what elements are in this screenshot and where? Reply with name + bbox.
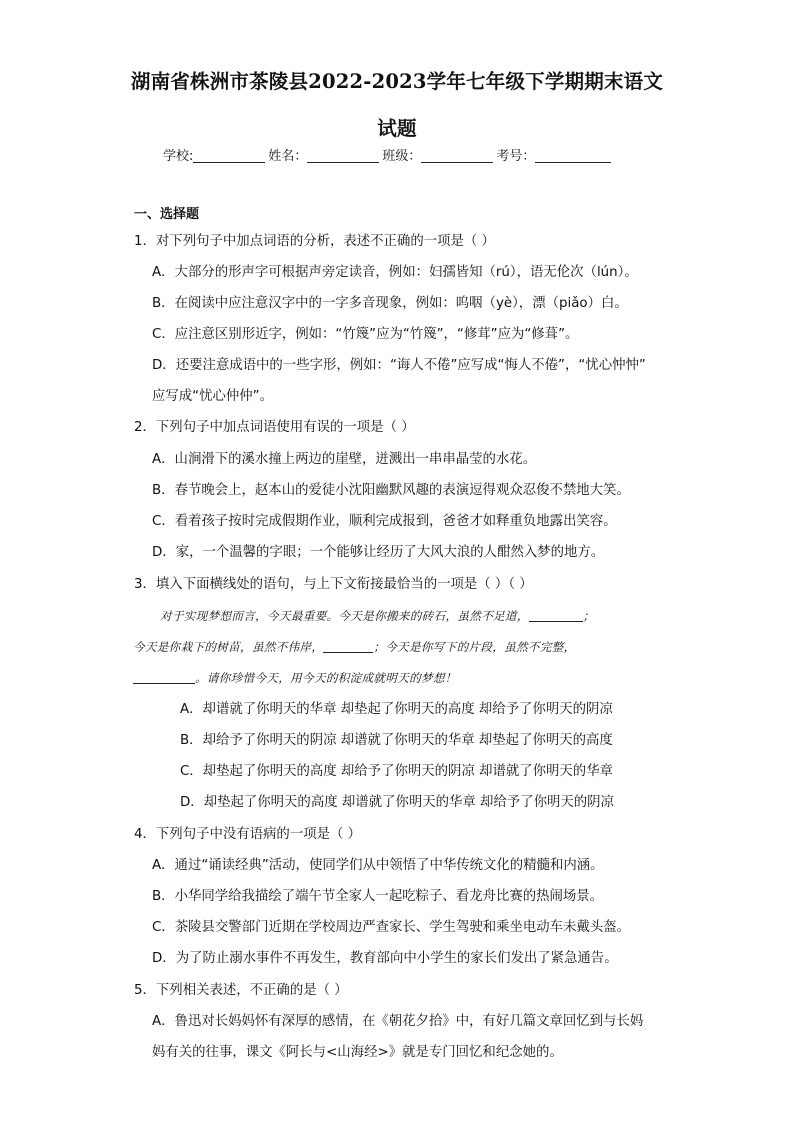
- q3-passage-line1: [160, 607, 595, 625]
- class-label: 班级：: [382, 149, 422, 164]
- q3-option-b[interactable]: B．却给予了你明天的阴凉 却谱就了你明天的华章 却垫起了你明天的高度: [180, 733, 613, 748]
- student-info-row: [163, 145, 614, 164]
- q4-option-a[interactable]: A．通过“诵读经典”活动，使同学们从中领悟了中华传统文化的精髓和内涵。: [152, 858, 604, 873]
- q4-option-b[interactable]: B．小华同学给我描绘了端午节全家人一起吃粽子、看龙舟比赛的热闹场景。: [152, 889, 604, 904]
- q2-stem: 2．下列句子中加点词语使用有误的一项是（ ）: [134, 420, 415, 435]
- q1-stem: 1．对下列句子中加点词语的分析，表述不正确的一项是（ ）: [134, 234, 495, 249]
- q3-blank-2[interactable]: [323, 640, 373, 653]
- q2-option-c[interactable]: C．看着孩子按时完成假期作业，顺利完成报到，爸爸才如释重负地露出笑容。: [152, 514, 617, 529]
- q4-stem: 4．下列句子中没有语病的一项是（ ）: [134, 827, 362, 842]
- q4-option-d[interactable]: D．为了防止溺水事件不再发生，教育部向中小学生的家长们发出了紧急通告。: [152, 951, 618, 966]
- name-label: 姓名：: [268, 149, 308, 164]
- section-heading: 一、选择题: [134, 207, 200, 222]
- q3-blank-3[interactable]: [133, 671, 195, 684]
- q3-passage-text2a: 今天是你栽下的树苗，虽然不伟岸，: [133, 640, 324, 654]
- name-blank[interactable]: [307, 148, 379, 163]
- q3-passage-text2b: ；今天是你写下的片段，虽然不完整，: [373, 640, 576, 654]
- q3-option-d[interactable]: D．却垫起了你明天的高度 却谱就了你明天的华章 却给予了你明天的阴凉: [180, 795, 614, 810]
- q2-option-d[interactable]: D．家，一个温馨的字眼；一个能够让经历了大风大浪的人酣然入梦的地方。: [152, 545, 605, 560]
- q2-option-b[interactable]: B．春节晚会上，赵本山的爱徒小沈阳幽默风趣的表演逗得观众忍俊不禁地大笑。: [152, 483, 630, 498]
- q1-option-a[interactable]: A．大部分的形声字可根据声旁定读音，例如：妇孺皆知（rú），语无伦次（lún）。: [152, 265, 638, 280]
- q3-passage-line2: [133, 638, 576, 656]
- q3-passage-text1: 对于实现梦想而言，今天最重要。今天是你搬来的砖石，虽然不足道，: [160, 609, 529, 623]
- school-blank[interactable]: [193, 148, 265, 163]
- q5-option-a-cont: 妈有关的往事，课文《阿长与<山海经>》就是专门回忆和纪念她的。: [152, 1045, 563, 1060]
- exam-title-line1: 湖南省株洲市茶陵县2022-2023学年七年级下学期期末语文: [130, 70, 664, 93]
- q2-option-a[interactable]: A．山涧滑下的溪水撞上两边的崖壁，迸溅出一串串晶莹的水花。: [152, 452, 537, 467]
- q3-option-a[interactable]: A．却谱就了你明天的华章 却垫起了你明天的高度 却给予了你明天的阴凉: [180, 702, 613, 717]
- q3-passage-line3: [133, 669, 457, 687]
- q3-option-c[interactable]: C．却垫起了你明天的高度 却给予了你明天的阴凉 却谱就了你明天的华章: [180, 764, 613, 779]
- q1-option-d[interactable]: D．还要注意成语中的一些字形，例如：“诲人不倦”应写成“悔人不倦”，“忧心忡忡”: [152, 358, 646, 373]
- exam-no-label: 考号：: [496, 149, 536, 164]
- school-label: 学校:: [163, 149, 194, 164]
- q4-option-c[interactable]: C．茶陵县交警部门近期在学校周边严查家长、学生驾驶和乘坐电动车未戴头盔。: [152, 920, 631, 935]
- exam-no-blank[interactable]: [535, 148, 611, 163]
- q3-stem: 3．填入下面横线处的语句，与上下文衔接最恰当的一项是（ ）（ ）: [134, 577, 533, 592]
- q1-option-d-cont: 应写成“忧心仲仲”。: [152, 389, 273, 404]
- q3-passage-text3: 。请你珍惜今天，用今天的积淀成就明天的梦想！: [195, 671, 457, 685]
- q3-blank-1[interactable]: [529, 609, 583, 622]
- q5-option-a[interactable]: A．鲁迅对长妈妈怀有深厚的感情，在《朝花夕拾》中，有好几篇文章回忆到与长妈: [152, 1014, 644, 1029]
- exam-title-line2: 试题: [377, 117, 417, 140]
- class-blank[interactable]: [421, 148, 493, 163]
- q1-option-c[interactable]: C．应注意区别形近字，例如：“竹篾”应为“竹篾”，“修茸”应为“修葺”。: [152, 327, 579, 342]
- q3-passage-semicolon: ；: [582, 609, 595, 623]
- q1-option-b[interactable]: B．在阅读中应注意汉字中的一字多音现象，例如：呜咽（yè），漂（piǎo）白。: [152, 296, 628, 311]
- q5-stem: 5．下列相关表述，不正确的是（ ）: [134, 983, 348, 998]
